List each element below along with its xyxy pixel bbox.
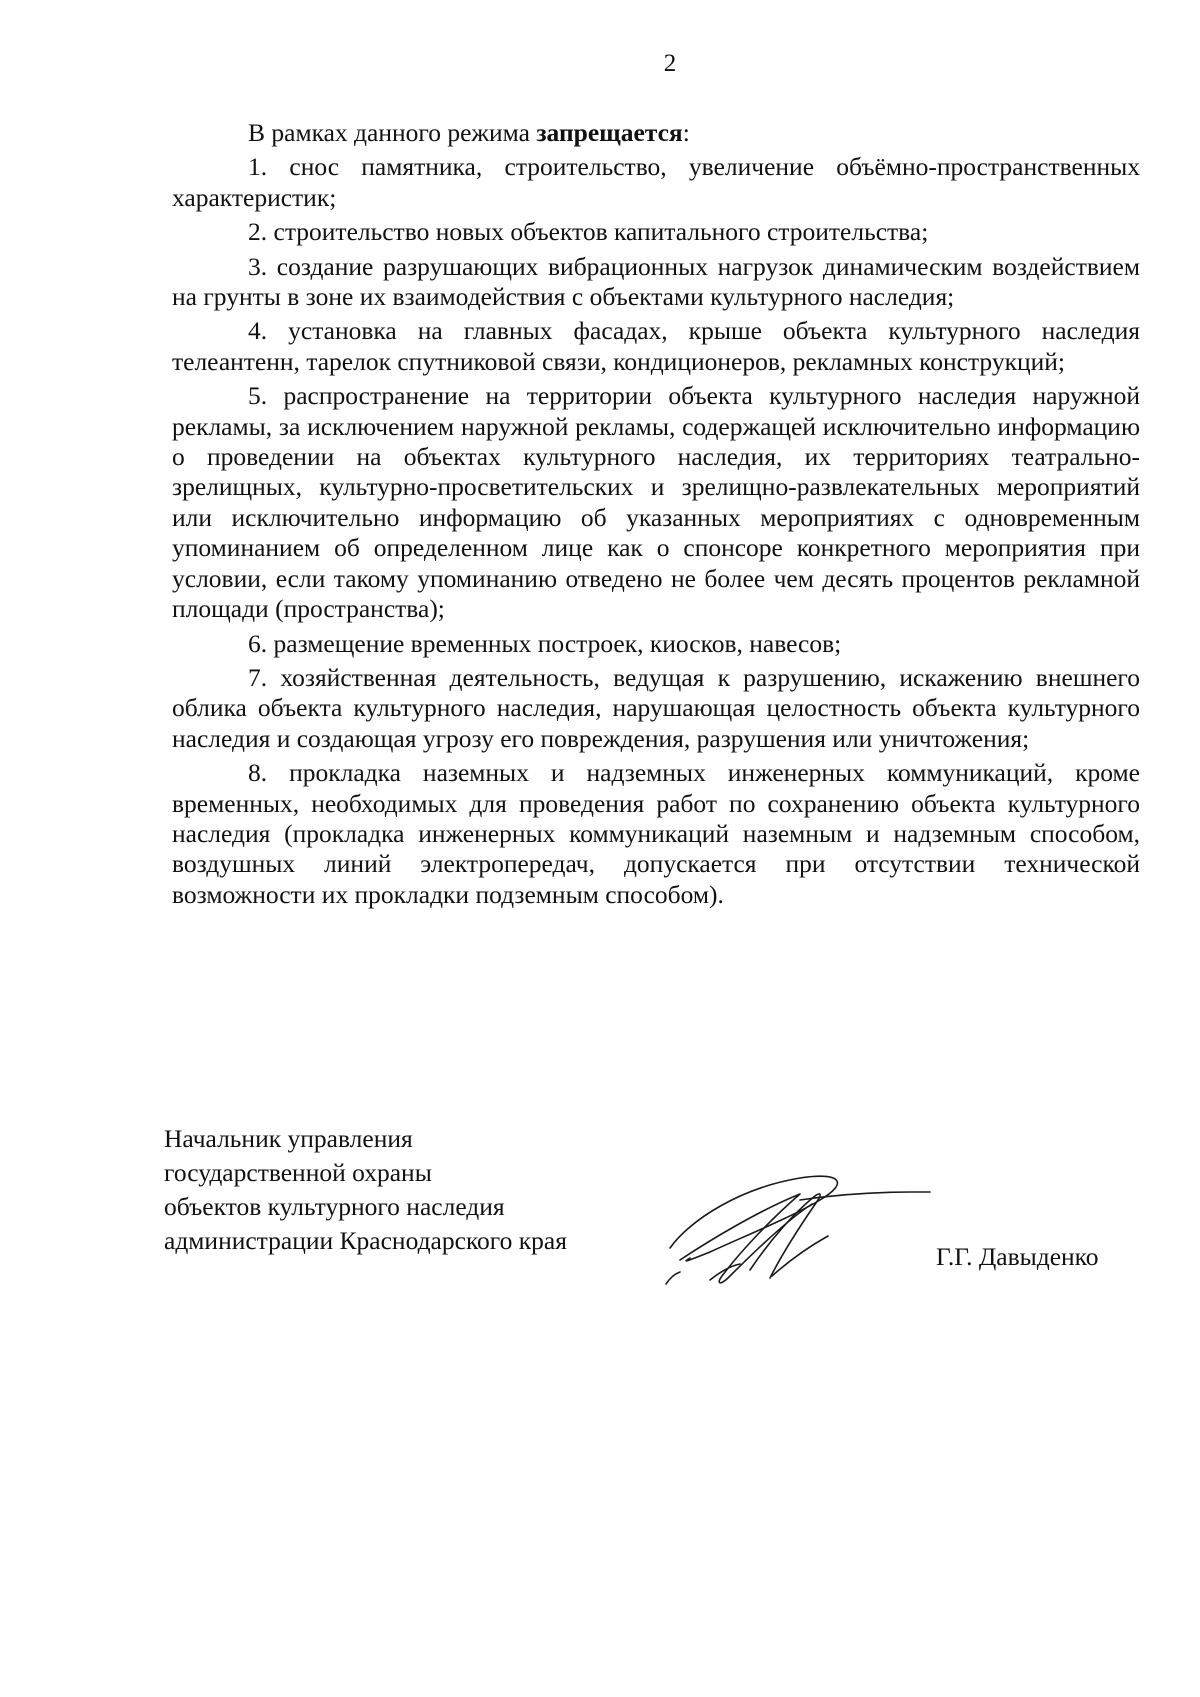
list-item-8: 8. прокладка наземных и надземных инженерных коммуникаций, кроме временных, необходимых для проведения работ по сохранению объекта культурного наследия (прокладка инженерных коммуникаций наземным и надземным способом, воздушных линий электропередач, допускается при отсутствии технической возможности их прокладки подземным способом).: [172, 758, 1140, 909]
intro-suffix: :: [682, 118, 690, 147]
handwritten-signature: [650, 1160, 950, 1290]
list-item-1: 1. снос памятника, строительство, увеличение объёмно-пространственных характеристик;: [172, 152, 1140, 212]
document-body: [172, 118, 1140, 910]
signatory-name: Г.Г. Давыденко: [936, 1242, 1099, 1271]
list-item-7: 7. хозяйственная деятельность, ведущая к разрушению, искажению внешнего облика объекта культурного наследия, нарушающая целостность объекта культурного наследия и создающая угрозу его повреждения, разрушения или уничтожения;: [172, 662, 1140, 753]
signatory-title-line-4: администрации Краснодарского края: [164, 1226, 567, 1255]
list-item-3: 3. создание разрушающих вибрационных нагрузок динамическим воздействием на грунты в зоне их взаимодействия с объектами культурного наследия;: [172, 251, 1140, 312]
signatory-title-line-3: объектов культурного наследия: [164, 1192, 505, 1221]
signatory-title-line-1: Начальник управления: [164, 1124, 413, 1153]
list-item-2: 2. строительство новых объектов капитального строительства;: [248, 217, 929, 247]
signatory-title: [164, 1122, 567, 1258]
list-item-4: 4. установка на главных фасадах, крыше объекта культурного наследия телеантенн, тарелок спутниковой связи, кондиционеров, рекламных конструкций;: [172, 316, 1140, 376]
intro-paragraph: [172, 118, 1140, 148]
signatory-title-line-2: государственной охраны: [164, 1158, 432, 1187]
intro-prefix: В рамках данного режима: [248, 118, 537, 147]
intro-emphasis: запрещается: [536, 118, 683, 147]
list-item-6: 6. размещение временных построек, киосков, навесов;: [248, 628, 842, 658]
page-number: 2: [663, 50, 677, 77]
list-item-5: 5. распространение на территории объекта культурного наследия наружной рекламы, за исключением наружной рекламы, содержащей исключительно информацию о проведении на объектах культурного наследия, их территориях театрально-зрелищных, культурно-просветительских и зрелищно-развлекательных мероприятий или исключительно информацию об указанных мероприятиях с одновременным упоминанием об определенном лице как о спонсоре конкретного мероприятия при условии, если такому упоминанию отведено не более чем десять процентов рекламной площади (пространства);: [172, 381, 1140, 624]
